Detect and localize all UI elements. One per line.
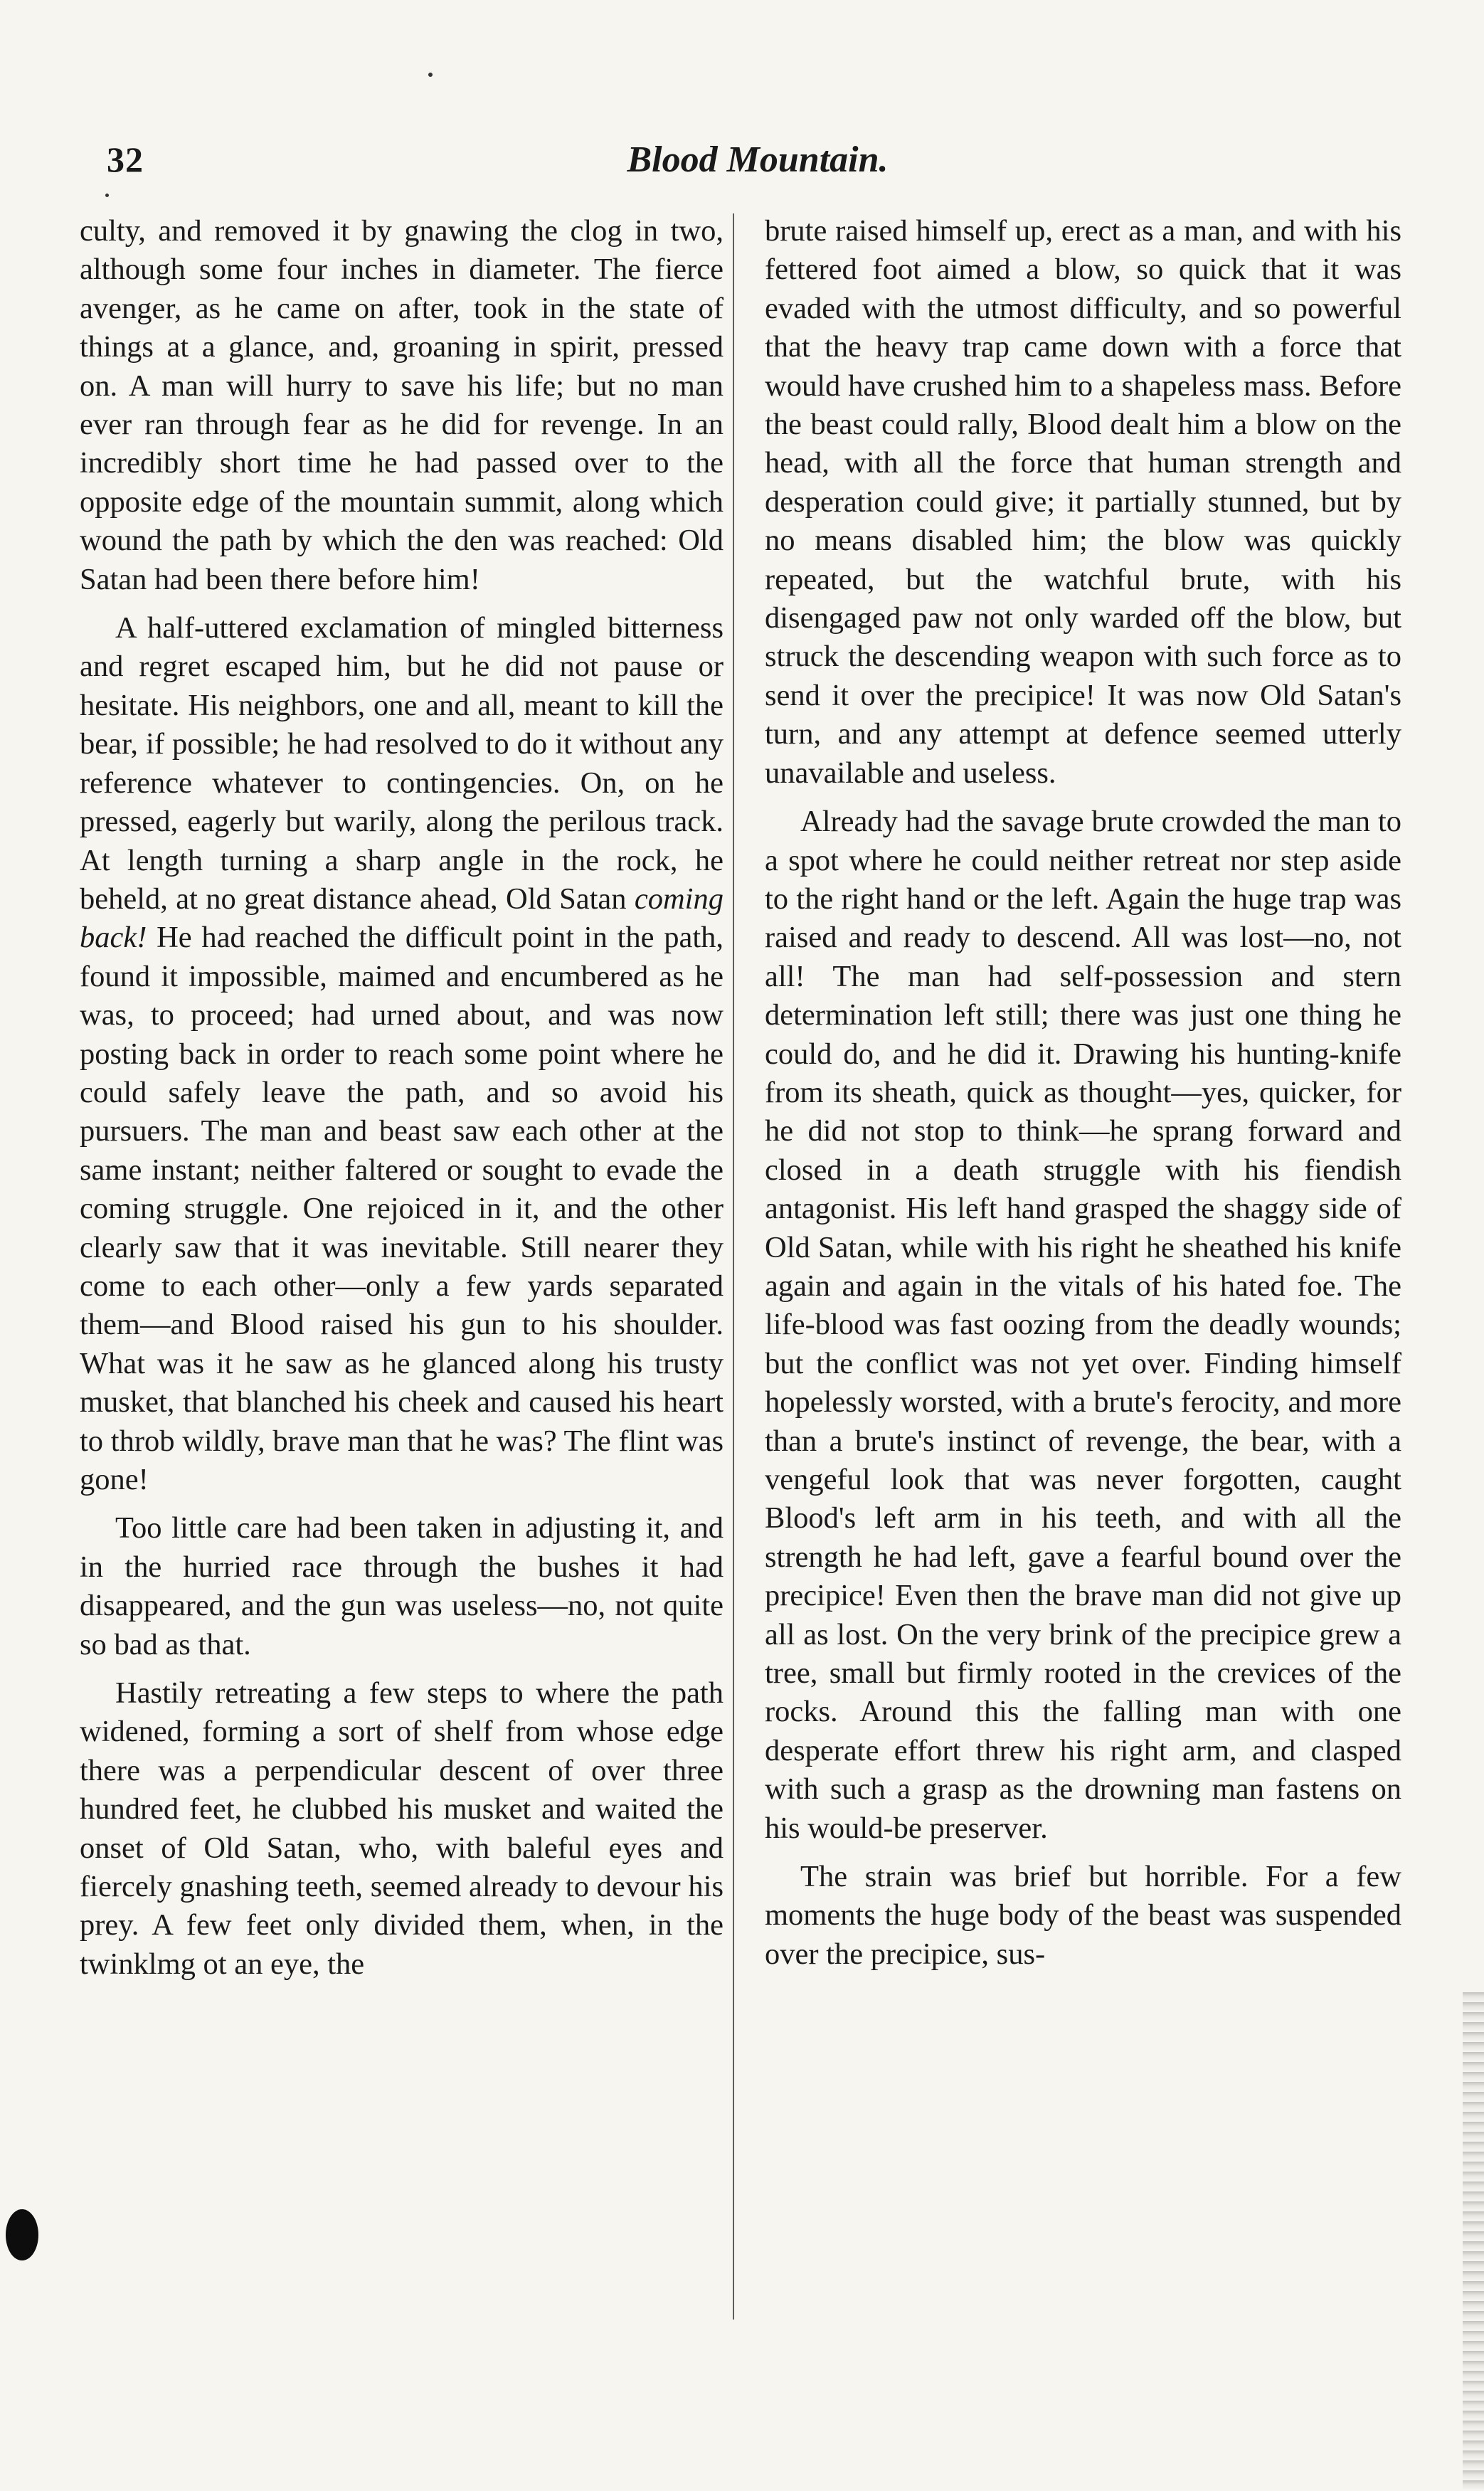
paragraph-text: He had reached the difficult point in the path, found it impossible, maimed and encumbered as he was, to proceed; had urned about, and was now posting back in order to reach some point where he could safely leave the path, and so avoid his pursuers. The man and beast saw each other at the same instant; neither faltered or sought to evade the coming struggle. One rejoiced in it, and the other clearly saw that it was inevitable. Still nearer they come to each other—only a few yards separated them—and Blood raised his gun to his shoulder. What was it he saw as he glanced along his trusty musket, that blanched his cheek and caused his heart to throb wildly, brave man that he was? The flint was gone! bbox=[80, 921, 724, 1496]
paragraph: Too little care had been taken in adjusting it, and in the hurried race through the bushes it had disappeared, and the gun was useless—no, not quite so bad as that. bbox=[80, 1511, 724, 1661]
running-title: Blood Mountain. bbox=[627, 139, 889, 180]
paragraph: Hastily retreating a few steps to where the path widened, forming a sort of shelf from whose edge there was a perpendicular descent of over three hundred feet, he clubbed his musket and waited the onset of Old Satan, who, with baleful eyes and fiercely gnashing teeth, seemed already to devour his prey. A few feet only divided them, when, in the twinklmg ot an eye, the bbox=[80, 1676, 724, 1981]
paragraph: Already had the savage brute crowded the man to a spot where he could neither retreat nor step aside to the right hand or the left. Again the huge trap was raised and ready to descend. All was lost—no, not all! The man had self-possession and stern determination left still; there was just one thing he could do, and he did it. Drawing his hunting-knife from its sheath, quick as thought—yes, quicker, for he did not stop to think—he sprang forward and closed in a death struggle with his fiendish antagonist. His left hand grasped the shaggy side of Old Satan, while with his right he sheathed his knife again and again in the vitals of his hated foe. The life-blood was fast oozing from the deadly wounds; but the conflict was not yet over. Finding himself hopelessly worsted, with a brute's ferocity, and more than a brute's instinct of revenge, the bear, with a vengeful look that was never forgotten, caught Blood's left arm in his teeth, and with all the strength he had left, gave a fearful bound over the precipice! Even then the brave man did not give up all as lost. On the very brink of the precipice grew a tree, small but firmly rooted in the crevices of the rocks. Around this the falling man with one desperate effort threw his right arm, and clasped with such a grasp as the drowning man fastens on his would-be preserver. bbox=[765, 805, 1401, 1845]
italic-phrase: coming back! bbox=[80, 882, 724, 955]
page-header bbox=[107, 139, 1409, 196]
column-divider bbox=[733, 213, 734, 2320]
page-number: 32 bbox=[107, 139, 144, 179]
ink-blot bbox=[6, 2209, 38, 2260]
paragraph bbox=[80, 609, 724, 1499]
page-edge-wear bbox=[1463, 1992, 1484, 2490]
paragraph: culty, and removed it by gnawing the clog in two, although some four inches in diameter. The fierce avenger, as he came on after, took in the state of things at a glance, and, groaning in spirit, pressed on. A man will hurry to save his life; but no man ever ran through fear as he did for revenge. In an incredibly short time he had passed over to the opposite edge of the mountain summit, along which wound the path by which the den was reached: Old Satan had been there before him! bbox=[80, 214, 724, 596]
paragraph-text: A half-uttered exclamation of mingled bitterness and regret escaped him, but he did not pause or hesitate. His neighbors, one and all, meant to kill the bear, if possible; he had resolved to do it without any reference whatever to contingencies. On, on he pressed, eagerly but warily, along the perilous track. At length turning a sharp angle in the rock, he beheld, at no great distance ahead, Old Satan bbox=[80, 611, 724, 916]
paragraph: brute raised himself up, erect as a man, and with his fettered foot aimed a blow, so quick that it was evaded with the utmost difficulty, and so powerful that the heavy trap came down with a force that would have crushed him to a shapeless mass. Before the beast could rally, Blood dealt him a blow on the head, with all the force that human strength and desperation could give; it partially stunned, but by no means disabled him; the blow was quickly repeated, but the watchful brute, with his disengaged paw not only warded off the blow, but struck the descending weapon with such force as to send it over the precipice! It was now Old Satan's turn, and any attempt at defence seemed utterly unavailable and useless. bbox=[765, 214, 1401, 790]
left-column bbox=[80, 212, 724, 1994]
right-column bbox=[765, 212, 1401, 1984]
paragraph: The strain was brief but horrible. For a few moments the huge body of the beast was suspended over the precipice, sus- bbox=[765, 1860, 1401, 1971]
ink-speck bbox=[428, 73, 433, 77]
